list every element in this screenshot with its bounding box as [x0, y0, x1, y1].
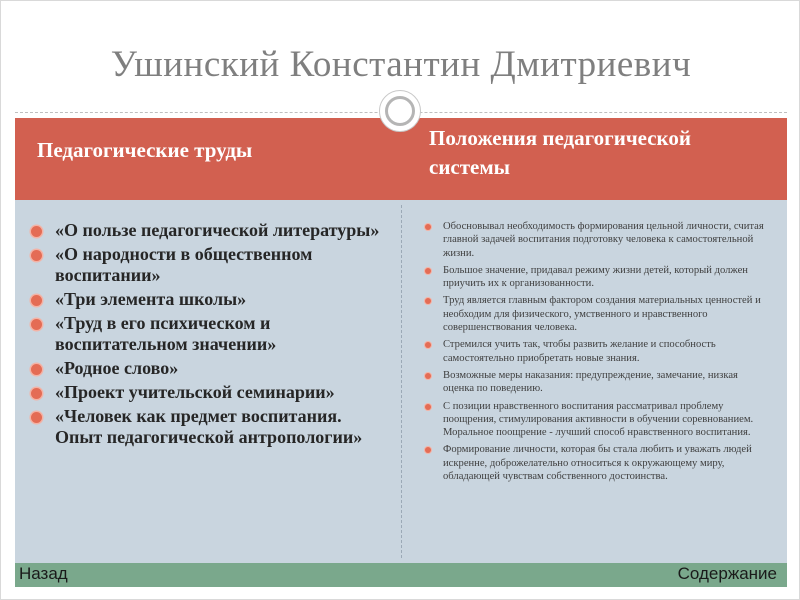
bullet-icon [31, 388, 42, 399]
bullet-icon [31, 250, 42, 261]
works-list [25, 220, 385, 451]
principle-text: Стремился учить так, чтобы развить желание и способность самостоятельно приобретать новые знания. [443, 339, 716, 364]
bullet-icon [31, 412, 42, 423]
list-item [423, 220, 768, 260]
list-item [25, 382, 385, 403]
column-divider [401, 205, 402, 558]
list-item [25, 289, 385, 310]
list-item [423, 369, 768, 396]
work-title: «О пользе педагогической литературы» [55, 220, 380, 240]
list-item [423, 338, 768, 365]
bullet-icon [31, 364, 42, 375]
list-item [25, 358, 385, 379]
work-title: «Проект учительской семинарии» [55, 382, 335, 402]
bullet-icon [425, 447, 431, 453]
list-item [423, 294, 768, 334]
ring-ornament-inner [385, 96, 415, 126]
bullet-icon [31, 226, 42, 237]
right-column-header: Положения педагогической системы [429, 126, 691, 179]
bullet-icon [425, 342, 431, 348]
bullet-icon [425, 298, 431, 304]
contents-link[interactable]: Содержание [677, 564, 777, 583]
principles-list [423, 220, 768, 487]
list-item [25, 220, 385, 241]
principle-text: Обосновывал необходимость формирования цельной личности, считая главной задачей воспитания подготовку человека к самостоятельной жизни. [443, 221, 764, 259]
ring-ornament-icon [379, 90, 421, 132]
bullet-icon [425, 404, 431, 410]
work-title: «Родное слово» [55, 358, 179, 378]
list-item [25, 406, 385, 448]
principle-text: Труд является главным фактором создания материальных ценностей и необходим для физического, умственного и нравственного совершенствования человека. [443, 295, 761, 334]
bullet-icon [31, 319, 42, 330]
footer-bar [15, 563, 787, 587]
list-item [25, 313, 385, 355]
principle-text: Большое значение, придавал режиму жизни детей, который должен приучить их к организованности. [443, 264, 748, 290]
bullet-icon [425, 373, 431, 379]
back-link[interactable]: Назад [19, 564, 68, 583]
list-item [423, 443, 768, 483]
bullet-icon [425, 224, 431, 230]
list-item [25, 244, 385, 286]
slide-title: Ушинский Константин Дмитриевич [110, 44, 692, 85]
work-title: «О народности в общественном воспитании» [55, 244, 313, 285]
work-title: «Труд в его психическом и воспитательном значении» [55, 313, 277, 354]
left-column-header: Педагогические труды [37, 138, 253, 162]
bullet-icon [31, 295, 42, 306]
list-item [423, 400, 768, 440]
work-title: «Человек как предмет воспитания. Опыт педагогической антропологии» [55, 406, 363, 447]
work-title: «Три элемента школы» [55, 289, 247, 309]
principle-text: С позиции нравственного воспитания рассматривал проблему поощрения, стимулирования активности в обучении соревнованием. Моральное поощрение - лучший способ нравственного воспитания. [443, 400, 754, 439]
bullet-icon [425, 268, 431, 274]
list-item [423, 264, 768, 291]
principle-text: Возможные меры наказания: предупреждение, замечание, низкая оценка по поведению. [443, 369, 738, 395]
principle-text: Формирование личности, которая бы стала любить и уважать людей искренне, доброжелательно относиться к окружающему миру, обладающей чувствам собственного достоинства. [443, 444, 752, 483]
